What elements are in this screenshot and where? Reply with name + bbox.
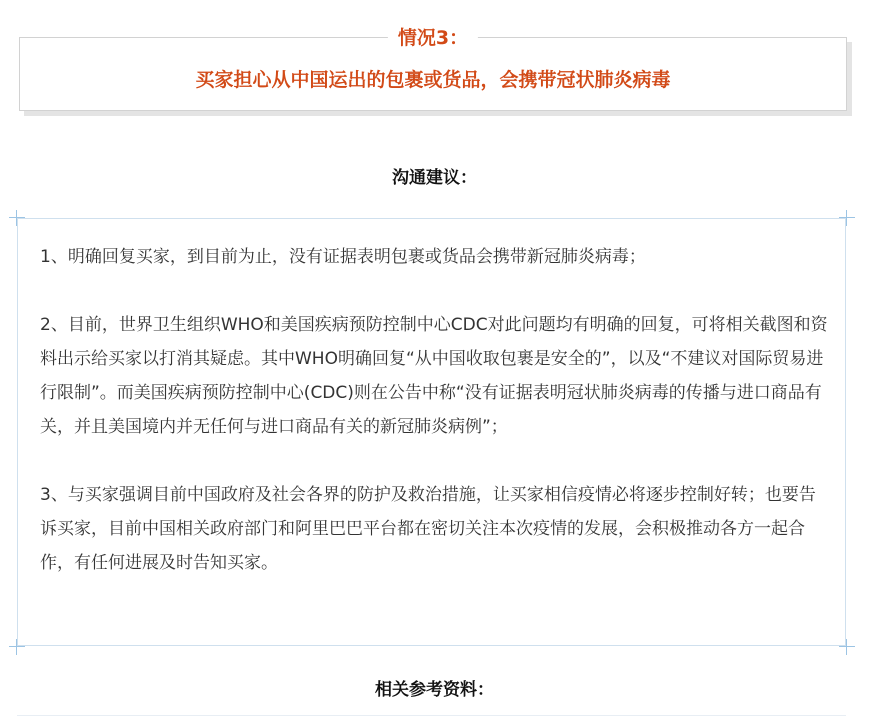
advice-list: [40, 240, 832, 580]
references-divider: [17, 715, 846, 716]
advice-item-1: 1、明确回复买家，到目前为止，没有证据表明包裹或货品会携带新冠肺炎病毒；: [40, 247, 646, 267]
frame-corner-top-left-icon: [9, 210, 25, 226]
frame-corner-top-right-icon: [839, 210, 855, 226]
references-heading: 相关参考资料：: [375, 680, 494, 700]
situation-tag: 情况3：: [388, 24, 478, 52]
advice-item-3: 3、与买家强调目前中国政府及社会各界的防护及救治措施，让买家相信疫情必将逐步控制好转；也要告诉买家，目前中国相关政府部门和阿里巴巴平台都在密切关注本次疫情的发展，会积极推动各方一起合作，有任何进展及时告知买家。: [40, 485, 816, 573]
advice-item-2: 2、目前，世界卫生组织WHO和美国疾病预防控制中心CDC对此问题均有明确的回复，可将相关截图和资料出示给买家以打消其疑虑。其中WHO明确回复“从中国收取包裹是安全的”，以及“不建议对国际贸易进行限制”。而美国疾病预防控制中心(CDC)则在公告中称“没有证据表明冠状肺炎病毒的传播与进口商品有关，并且美国境内并无任何与进口商品有关的新冠肺炎病例”；: [40, 315, 828, 437]
frame-corner-bottom-right-icon: [839, 639, 855, 655]
situation-title: 买家担心从中国运出的包裹或货品，会携带冠状肺炎病毒: [195, 69, 671, 91]
frame-corner-bottom-left-icon: [9, 639, 25, 655]
advice-heading: 沟通建议：: [392, 168, 477, 188]
situation-card: [19, 27, 847, 111]
